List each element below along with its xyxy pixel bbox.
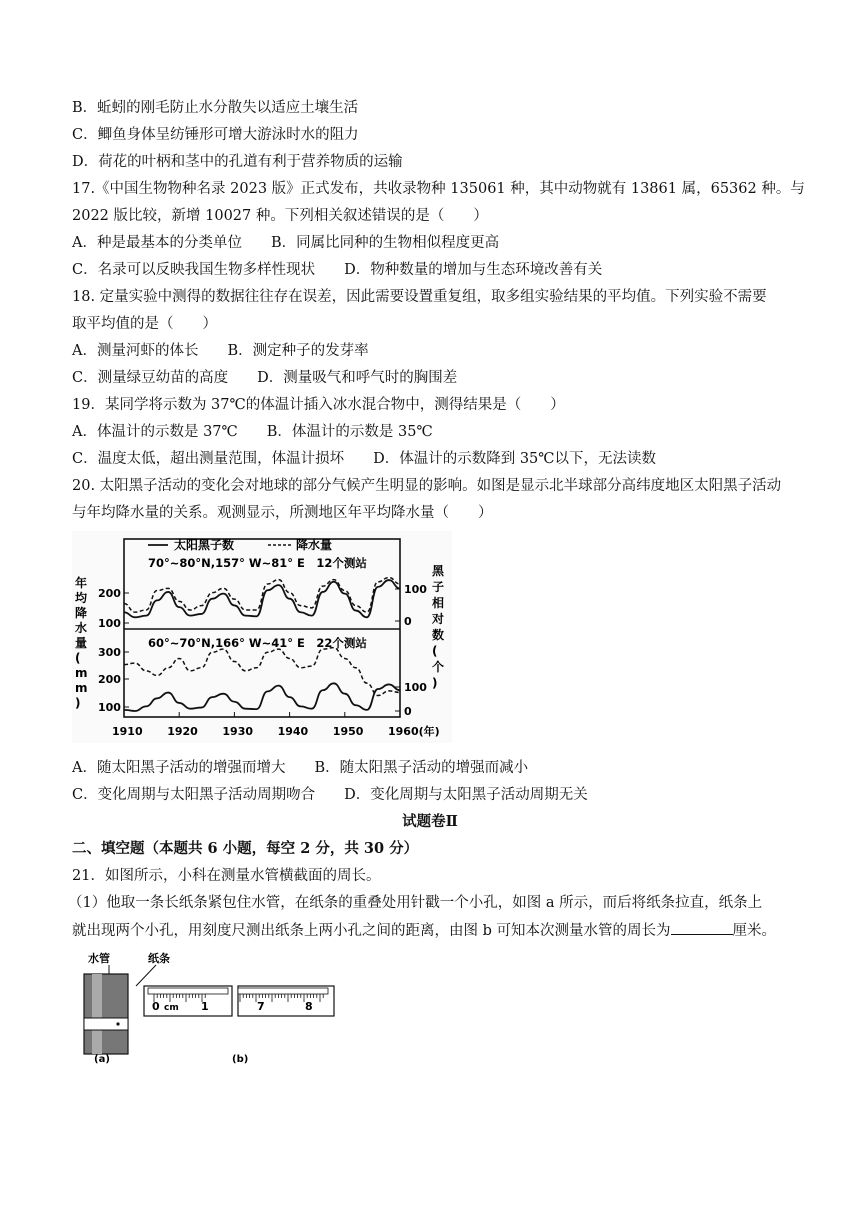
left-tick-label: 100 — [98, 617, 121, 630]
question-17-line2: 2022 版比较，新增 10027 种。下列相关叙述错误的是（ ） — [72, 208, 488, 224]
question-19: 19．某同学将示数为 37℃的体温计插入冰水混合物中，测得结果是（ ） — [72, 397, 565, 413]
ruler-eight: 8 — [305, 1000, 313, 1013]
left-tick-label: 200 — [98, 673, 121, 686]
axis-label-char: 子 — [432, 580, 445, 594]
question-21-intro: 21．如图所示，小科在测量水管横截面的周长。 — [72, 868, 381, 884]
paper-strip — [84, 1018, 128, 1030]
axis-label-char: m — [75, 666, 88, 680]
question-20-line1: 20. 太阳黑子活动的变化会对地球的部分气候产生明显的影响。如图是显示北半球部分高纬度地区太阳黑子活动 — [72, 478, 782, 494]
label-a: (a) — [94, 1054, 110, 1064]
legend-precip: 降水量 — [296, 538, 333, 552]
axis-label-char: 年 — [75, 576, 88, 590]
legend-sunspot: 太阳黑子数 — [174, 538, 235, 552]
label-b: (b) — [232, 1054, 249, 1064]
right-tick-label: 100 — [404, 583, 427, 596]
chart-svg — [72, 531, 452, 743]
axis-label-char: 黑 — [432, 564, 445, 578]
x-tick-label: 1920 — [167, 725, 198, 738]
options-19-ab: A．体温计的示数是 37℃ B．体温计的示数是 35℃ — [72, 424, 433, 440]
ruler-figure-svg — [72, 948, 342, 1064]
question-18-line2: 取平均值的是（ ） — [72, 316, 217, 332]
pipe-shape — [84, 974, 128, 1054]
answer-blank[interactable] — [671, 920, 733, 935]
x-tick-label: 1910 — [112, 725, 143, 738]
axis-label-char: ( — [432, 644, 438, 658]
label-paper: 纸条 — [148, 952, 170, 965]
ruler-figure — [72, 948, 342, 1068]
axis-label-char: 量 — [75, 636, 88, 650]
right-tick-label: 100 — [404, 681, 427, 694]
options-17-cd: C．名录可以反映我国生物多样性现状 D．物种数量的增加与生态环境改善有关 — [72, 262, 603, 278]
left-axis-label — [75, 575, 88, 710]
question-21-part1-line1: （1）他取一条长纸条紧包住水管，在纸条的重叠处用针戳一个小孔，如图 a 所示，而后将纸条拉直，纸条上 — [68, 895, 763, 911]
options-18-cd: C．测量绿豆幼苗的高度 D．测量吸气和呼气时的胸围差 — [72, 370, 458, 386]
x-tick-label: 1940 — [277, 725, 309, 738]
left-tick-label: 200 — [98, 587, 121, 600]
axis-label-char: 数 — [432, 628, 445, 642]
axis-label-char: 对 — [432, 612, 445, 626]
x-tick-label: 1950 — [332, 725, 364, 738]
left-tick-label: 100 — [98, 701, 121, 714]
axis-label-char: 均 — [75, 591, 88, 605]
options-20-ab: A．随太阳黑子活动的增强而增大 B．随太阳黑子活动的增强而减小 — [72, 760, 529, 776]
question-21-part1-line2 — [72, 920, 776, 941]
axis-label-char: ) — [432, 676, 438, 690]
options-17-ab: A．种是最基本的分类单位 B．同属比同种的生物相似程度更高 — [72, 235, 500, 251]
options-18-ab: A．测量河虾的体长 B．测定种子的发芽率 — [72, 343, 369, 359]
x-tick-label: 1960(年) — [388, 725, 440, 738]
axis-label-char: ) — [75, 696, 81, 710]
right-tick-label: 0 — [404, 705, 412, 718]
unit-text: 厘米。 — [732, 923, 776, 939]
question-20-line2: 与年均降水量的关系。观测显示，所测地区年平均降水量（ ） — [72, 505, 493, 521]
ruler-unit: cm — [164, 1003, 179, 1013]
axis-label-char: 降 — [75, 606, 88, 620]
options-19-cd: C．温度太低，超出测量范围，体温计损坏 D．体温计的示数降到 35℃以下，无法读数 — [72, 451, 656, 467]
question-17-line1: 17.《中国生物物种名录 2023 版》正式发布，共收录物种 135061 种，其中动物就有 13861 属，65362 种。与 — [72, 181, 805, 197]
axis-label-char: 个 — [432, 660, 445, 674]
option-16d: D．荷花的叶柄和茎中的孔道有利于营养物质的运输 — [72, 154, 403, 170]
ruler-seven: 7 — [257, 1000, 265, 1013]
option-16c: C．鲫鱼身体呈纺锤形可增大游泳时水的阻力 — [72, 127, 359, 143]
left-tick-label: 300 — [98, 646, 121, 659]
axis-label-char: 相 — [432, 596, 445, 610]
section-two-heading: 二、填空题（本题共 6 小题，每空 2 分，共 30 分） — [72, 840, 419, 857]
question-18-line1: 18. 定量实验中测得的数据往往存在误差，因此需要设置重复组，取多组实验结果的平均值。下列实验不需要 — [72, 289, 767, 305]
ruler-zero: 0 — [152, 1000, 160, 1013]
options-20-cd: C．变化周期与太阳黑子活动周期吻合 D．变化周期与太阳黑子活动周期无关 — [72, 787, 588, 803]
x-tick-label: 1930 — [222, 725, 254, 738]
axis-label-char: ( — [75, 651, 81, 665]
option-16b: B．蚯蚓的刚毛防止水分散失以适应土壤生活 — [72, 100, 359, 116]
part-two-heading: 试题卷Ⅱ — [402, 813, 458, 830]
panel2-title: 60°~70°N,166° W~41° E 22个测站 — [148, 636, 367, 650]
panel1-title: 70°~80°N,157° W~81° E 12个测站 — [148, 556, 367, 570]
axis-label-char: m — [75, 681, 88, 695]
ruler-one: 1 — [201, 1000, 209, 1013]
right-tick-label: 0 — [404, 615, 412, 628]
axis-label-char: 水 — [75, 621, 88, 635]
label-pipe: 水管 — [88, 952, 110, 965]
question-21-text: 就出现两个小孔，用刻度尺测出纸条上两小孔之间的距离，由图 b 可知本次测量水管的周长为 — [72, 923, 671, 939]
sunspot-precipitation-chart — [72, 531, 452, 747]
